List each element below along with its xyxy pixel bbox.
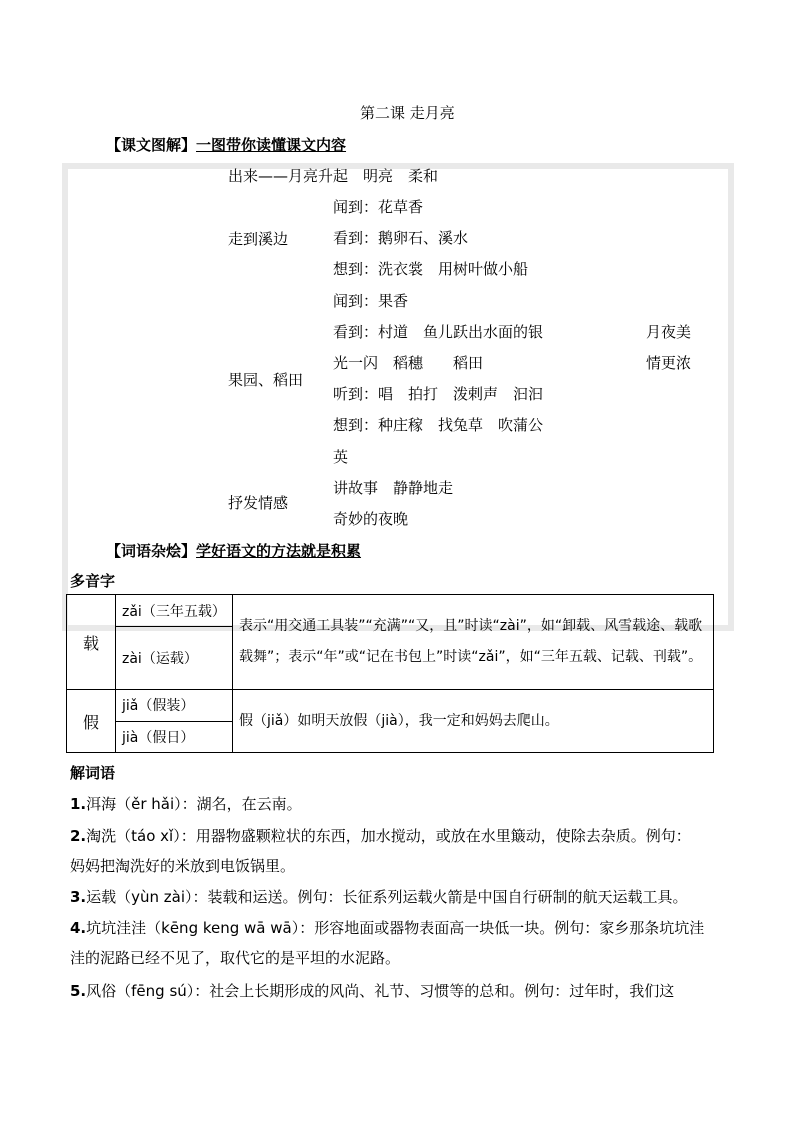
vocab-item — [70, 980, 674, 1001]
mindmap-branch2-item: 光一闪 稻穗 稻田 — [333, 354, 484, 372]
section-header-illustration — [106, 134, 346, 155]
table-cell-reading: zǎi（三年五载） — [116, 595, 233, 627]
mindmap-branch1-label: 走到溪边 — [228, 230, 289, 248]
table-cell-reading: jià（假日） — [116, 721, 233, 753]
section-headline: 学好语文的方法就是积累 — [196, 542, 362, 560]
item-number: 4. — [70, 919, 87, 937]
item-example: 过年时，我们这 — [569, 982, 675, 1000]
polyphone-table — [66, 594, 714, 753]
page-title: 第二课 走月亮 — [360, 104, 455, 122]
mindmap-branch1-item: 闻到：花草香 — [333, 198, 424, 216]
item-text: 运载（yùn zài）：装载和运送。例句： — [86, 888, 343, 906]
section-bracket: 【课文图解】 — [106, 136, 197, 154]
item-number: 5. — [70, 982, 87, 1000]
table-row — [67, 690, 714, 722]
mindmap-row1: 出来——月亮升起 明亮 柔和 — [228, 167, 439, 185]
table-row — [67, 595, 714, 627]
mindmap-branch2-label: 果园、稻田 — [228, 371, 304, 389]
item-number: 1. — [70, 795, 87, 813]
mindmap-branch2-item: 听到：唱 拍打 泼剌声 汩汩 — [333, 385, 544, 403]
vocab-heading: 解词语 — [70, 764, 116, 782]
table-cell-char: 载 — [67, 595, 116, 690]
vocab-item — [70, 917, 704, 938]
table-cell-char: 假 — [67, 690, 116, 753]
mindmap-conclusion: 月夜美 — [646, 323, 692, 341]
item-text: 洱海（ěr hǎi）：湖名，在云南。 — [86, 795, 302, 813]
mindmap-branch3-label: 抒发情感 — [228, 494, 289, 512]
item-example: 长征系列运载火箭是中国自行研制的航天运载工具。 — [342, 888, 688, 906]
item-number: 3. — [70, 888, 87, 906]
item-text: 风俗（fēng sú）：社会上长期形成的风尚、礼节、习惯等的总和。例句： — [86, 982, 570, 1000]
section-headline: 一图带你读懂课文内容 — [196, 136, 347, 154]
table-cell-reading: zài（运载） — [116, 627, 233, 690]
vocab-item-continuation: 洼的泥路已经不见了，取代它的是平坦的水泥路。 — [70, 949, 401, 967]
mindmap-branch1-item: 想到：洗衣裳 用树叶做小船 — [333, 260, 529, 278]
item-number: 2. — [70, 827, 87, 845]
vocab-item — [70, 886, 688, 907]
section-header-vocab — [106, 540, 361, 561]
mindmap-branch3-item: 讲故事 静静地走 — [333, 479, 454, 497]
table-cell-explain: 假（jiǎ）如明天放假（jià），我一定和妈妈去爬山。 — [233, 690, 714, 753]
vocab-item — [70, 793, 302, 814]
table-cell-explain: 表示“用交通工具装”“充满”“又，且”时读“zài”，如“卸载、风雪载途、载歌载舞”；表示“年”或“记在书包上”时读“zǎi”，如“三年五载、记载、刊载”。 — [233, 595, 714, 690]
mindmap-branch2-item: 想到：种庄稼 找兔草 吹蒲公 — [333, 416, 544, 434]
mindmap-branch1-item: 看到：鹅卵石、溪水 — [333, 229, 469, 247]
mindmap-branch3-item: 奇妙的夜晚 — [333, 510, 409, 528]
mindmap-branch2-item: 英 — [333, 448, 349, 466]
mindmap-branch2-item: 闻到：果香 — [333, 292, 409, 310]
item-example: 家乡那条坑坑洼 — [599, 919, 705, 937]
vocab-item-continuation: 妈妈把淘洗好的米放到电饭锅里。 — [70, 857, 296, 875]
table-cell-reading: jiǎ（假装） — [116, 690, 233, 722]
item-text: 坑坑洼洼（kēng keng wā wā）：形容地面或器物表面高一块低一块。例句： — [86, 919, 600, 937]
vocab-item — [70, 825, 691, 846]
item-text: 淘洗（táo xǐ）：用器物盛颗粒状的东西，加水搅动，或放在水里簸动，使除去杂质。例句： — [86, 827, 691, 845]
mindmap-conclusion: 情更浓 — [646, 354, 692, 372]
section-bracket: 【词语杂烩】 — [106, 542, 197, 560]
mindmap-branch2-item: 看到：村道 鱼儿跃出水面的银 — [333, 323, 544, 341]
polyphone-heading: 多音字 — [70, 572, 116, 590]
